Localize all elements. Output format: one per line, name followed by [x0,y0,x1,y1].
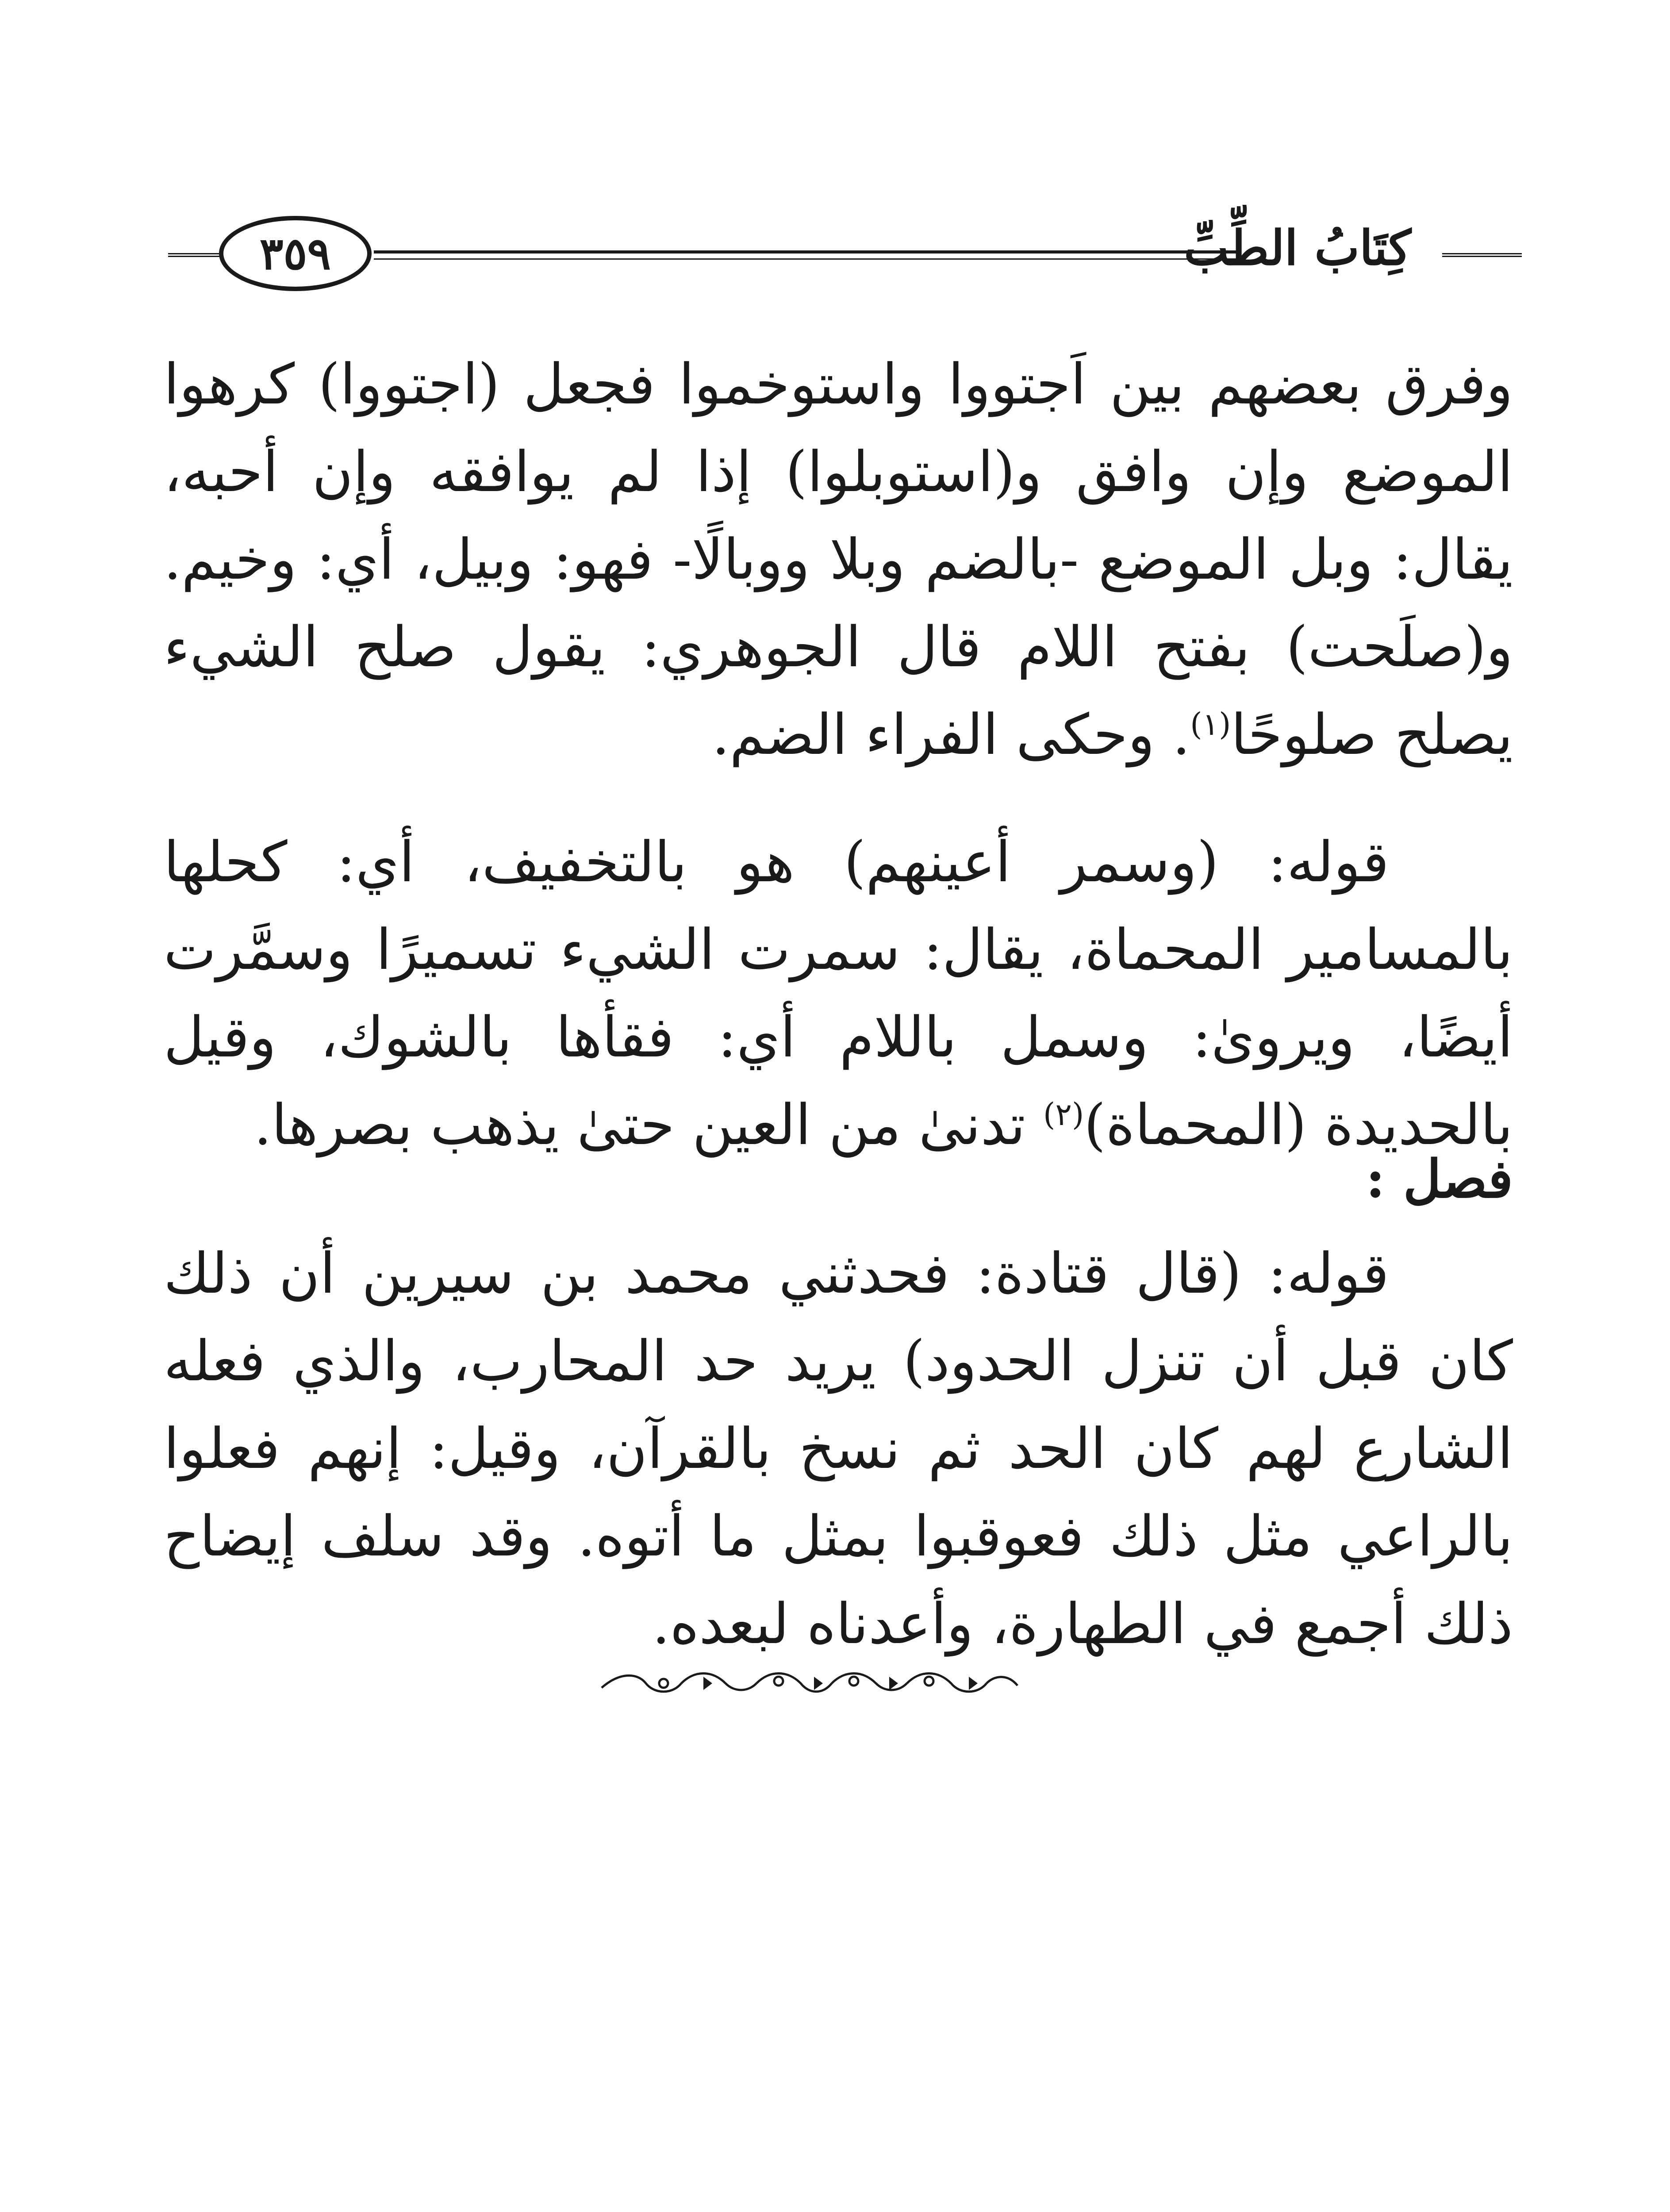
section-heading: فصل : [1366,1148,1513,1210]
paragraph-2 [164,818,1513,1169]
header-right-rule [1442,253,1522,260]
footnote-ref-1[interactable]: (١) [1190,706,1231,742]
header-middle-rule [374,250,1239,253]
paragraph-3: قوله: (قال قتادة: فحدثني محمد بن سيرين أن ذلك كان قبل أن تنزل الحدود) يريد حد المحارب، والذي فعله الشارع لهم كان الحد ثم نسخ بالقرآن، وقيل: إنهم فعلوا بالراعي مثل ذلك فعوقبوا بمثل ما أتوه. وقد سلف إيضاح ذلك أجمع في الطهارة، وأعدناه لبعده. [164,1241,1513,1656]
page-number-badge [219,216,372,291]
header-left-rule [168,253,221,260]
book-title: كِتَابُ الطِّبِّ [1184,220,1411,276]
floral-divider-icon [593,1663,1026,1703]
paragraph-2-text-end: تدنىٰ من العين حتىٰ يذهب بصرها. [253,1092,1044,1157]
page-header [168,212,1522,292]
header-middle-rule-thin [374,258,1239,260]
footnote-ref-2[interactable]: (٢) [1043,1096,1084,1133]
page-number: ٣٥٩ [259,227,331,280]
paragraph-1-text: وفرق بعضهم بين اَجتووا واستوخموا فجعل (اجتووا) كرهوا الموضع وإن وافق و(استوبلوا) إذا لم يوافقه وإن أحبه، يقال: وبل الموضع -بالضم وبلا ووبالًا- فهو: وبيل، أي: وخيم. و(صلَحت) بفتح اللام قال الجوهري: يقول صلح الشيء يصلح صلوحًا [164,352,1513,767]
paragraph-1-text-end: . وحكى الفراء الضم. [712,702,1190,767]
paragraph-2-text: قوله: (وسمر أعينهم) هو بالتخفيف، أي: كحلها بالمسامير المحماة، يقال: سمرت الشيء تسميرًا وسمَّرت أيضًا، ويروىٰ: وسمل باللام أي: فقأها بالشوك، وقيل بالحديدة (المحماة) [164,830,1513,1157]
paragraph-1 [164,341,1513,779]
